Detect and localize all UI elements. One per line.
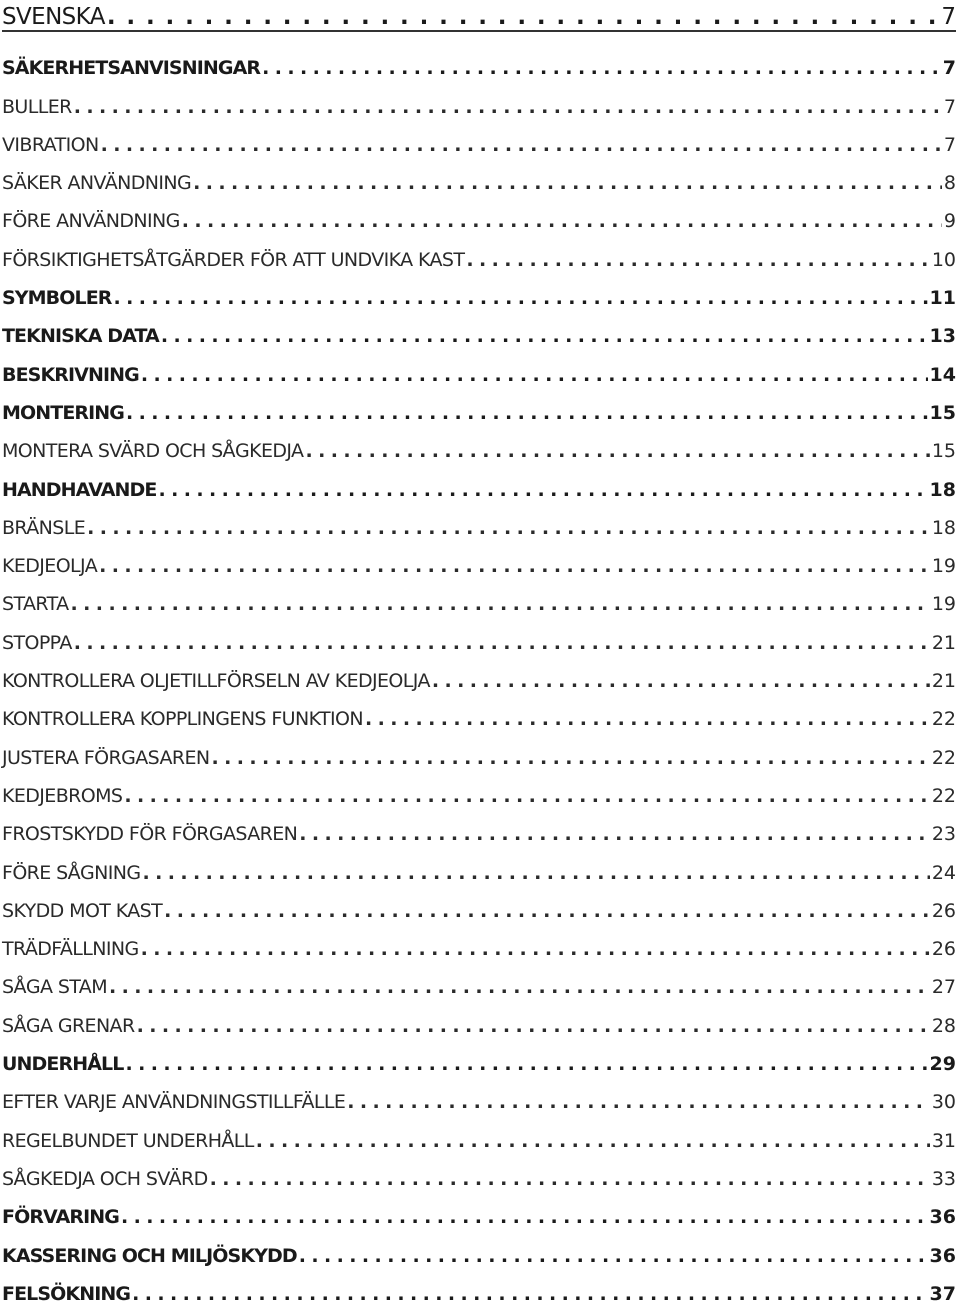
dot-leader: [182, 210, 942, 232]
dot-leader: [164, 900, 930, 922]
dot-leader: [107, 4, 939, 30]
toc-entry[interactable]: [2, 41, 956, 79]
dot-leader: [74, 632, 930, 654]
toc-entry-page: 27: [931, 976, 956, 999]
toc-entry-page: 22: [931, 746, 956, 769]
dot-leader: [161, 325, 928, 347]
toc-entry-title: JUSTERA FÖRGASAREN: [2, 746, 210, 769]
toc-entry-page: 18: [929, 478, 956, 501]
dot-leader: [99, 555, 930, 577]
toc-entry-title: SÄKERHETSANVISNINGAR: [2, 57, 261, 80]
toc-entry-page: 29: [929, 1053, 956, 1076]
toc-entry-page: 15: [929, 401, 956, 424]
toc-entry-title: MONTERA SVÄRD OCH SÅGKEDJA: [2, 440, 304, 463]
toc-entry-page: 7: [943, 133, 956, 156]
toc-entry-page: 26: [931, 938, 956, 961]
toc-entry[interactable]: [2, 79, 956, 117]
toc-entry-title: HANDHAVANDE: [2, 478, 157, 501]
toc-entry-title: KEDJEBROMS: [2, 784, 123, 807]
toc-entry-page: 33: [931, 1167, 956, 1190]
toc-entry-page: 37: [929, 1282, 956, 1305]
toc-entry-page: 13: [929, 325, 956, 348]
toc-entry-title: KASSERING OCH MILJÖSKYDD: [2, 1244, 297, 1267]
toc-entry-title: REGELBUNDET UNDERHÅLL: [2, 1129, 254, 1152]
toc-entry-title: FÖRE SÅGNING: [2, 861, 141, 884]
toc-entry-page: 24: [931, 861, 956, 884]
toc-entry-title: KONTROLLERA OLJETILLFÖRSELN AV KEDJEOLJA: [2, 670, 430, 693]
dot-leader: [137, 1015, 930, 1037]
dot-leader: [71, 593, 930, 615]
toc-entry-page: 36: [929, 1206, 956, 1229]
toc-entry-page: 11: [929, 287, 956, 310]
toc-entry[interactable]: [2, 998, 956, 1036]
toc-entry[interactable]: [2, 960, 956, 998]
toc-entry-page: 36: [929, 1244, 956, 1267]
toc-entry-page: 21: [931, 631, 956, 654]
section-title: SVENSKA: [2, 4, 105, 30]
toc-entry-title: KEDJEOLJA: [2, 555, 98, 578]
toc-entry-page: 30: [931, 1091, 956, 1114]
dot-leader: [193, 172, 942, 194]
toc-entry-page: 22: [931, 784, 956, 807]
dot-leader: [121, 1206, 928, 1228]
toc-entry-title: BRÄNSLE: [2, 516, 86, 539]
dot-leader: [210, 1168, 930, 1190]
toc-entry[interactable]: [2, 271, 956, 309]
toc-entry[interactable]: [2, 922, 956, 960]
toc-entry-page: 8: [943, 172, 956, 195]
toc-entry[interactable]: [2, 1075, 956, 1113]
dot-leader: [126, 402, 928, 424]
toc-entry-title: TEKNISKA DATA: [2, 325, 159, 348]
toc-entry-title: SÄKER ANVÄNDNING: [2, 172, 192, 195]
toc-entry-page: 18: [931, 516, 956, 539]
toc-entry[interactable]: [2, 730, 956, 768]
toc-entry-page: 26: [931, 899, 956, 922]
toc-entry[interactable]: [2, 501, 956, 539]
toc-entry-page: 14: [929, 363, 956, 386]
toc-entry[interactable]: [2, 1152, 956, 1190]
toc-entry[interactable]: [2, 1190, 956, 1228]
toc-entry[interactable]: [2, 347, 956, 385]
toc-entry-title: FROSTSKYDD FÖR FÖRGASAREN: [2, 823, 298, 846]
toc-entry-page: 19: [931, 593, 956, 616]
dot-leader: [299, 823, 930, 845]
toc-entry[interactable]: [2, 462, 956, 500]
dot-leader: [124, 785, 929, 807]
toc-entry[interactable]: [2, 884, 956, 922]
toc-entry[interactable]: [2, 1113, 956, 1151]
dot-leader: [299, 1245, 928, 1267]
toc-entry-title: STOPPA: [2, 631, 72, 654]
toc-entry-title: BESKRIVNING: [2, 363, 139, 386]
toc-entry-title: TRÄDFÄLLNING: [2, 938, 139, 961]
toc-entry[interactable]: [2, 194, 956, 232]
dot-leader: [365, 708, 930, 730]
toc-entry-page: 23: [931, 823, 956, 846]
toc-entry-title: BULLER: [2, 95, 72, 118]
toc-entry-title: UNDERHÅLL: [2, 1053, 124, 1076]
toc-entry-title: SÅGA GRENAR: [2, 1014, 135, 1037]
dot-leader: [347, 1091, 930, 1113]
toc-entry[interactable]: [2, 309, 956, 347]
toc-entry-title: SYMBOLER: [2, 287, 112, 310]
toc-entry-title: STARTA: [2, 593, 69, 616]
toc-entry-title: SKYDD MOT KAST: [2, 899, 163, 922]
toc-entry-page: 15: [931, 440, 956, 463]
toc-entry[interactable]: [2, 769, 956, 807]
dot-leader: [87, 517, 930, 539]
toc-entry[interactable]: [2, 654, 956, 692]
toc-entry-title: MONTERING: [2, 401, 124, 424]
toc-entry-page: 22: [931, 708, 956, 731]
toc-entry-title: SÅGA STAM: [2, 976, 108, 999]
dot-leader: [141, 364, 928, 386]
toc-entries: [2, 41, 956, 1305]
toc-entry-page: 9: [943, 210, 956, 233]
dot-leader: [142, 862, 929, 884]
toc-entry-page: 10: [931, 248, 956, 271]
toc-entry[interactable]: [2, 118, 956, 156]
toc-entry-page: 19: [931, 555, 956, 578]
toc-entry[interactable]: [2, 577, 956, 615]
toc-entry-title: VIBRATION: [2, 133, 99, 156]
toc-entry[interactable]: [2, 539, 956, 577]
toc-entry-title: SÅGKEDJA OCH SVÄRD: [2, 1167, 208, 1190]
toc-entry[interactable]: [2, 232, 956, 270]
toc-entry-page: 7: [942, 57, 956, 80]
toc-entry-page: 31: [931, 1129, 956, 1152]
toc-entry[interactable]: [2, 692, 956, 730]
dot-leader: [256, 1130, 930, 1152]
dot-leader: [432, 670, 930, 692]
dot-leader: [125, 1053, 927, 1075]
dot-leader: [74, 96, 942, 118]
dot-leader: [466, 249, 929, 271]
page-number: 7: [941, 4, 956, 30]
toc-entry[interactable]: [2, 156, 956, 194]
dot-leader: [305, 440, 929, 462]
dot-leader: [212, 747, 930, 769]
dot-leader: [114, 287, 928, 309]
toc-entry[interactable]: [2, 1228, 956, 1266]
dot-leader: [141, 938, 930, 960]
toc-entry[interactable]: [2, 807, 956, 845]
toc-entry-page: 28: [931, 1014, 956, 1037]
toc-entry-page: 7: [943, 95, 956, 118]
dot-leader: [262, 57, 941, 79]
toc-entry[interactable]: [2, 845, 956, 883]
toc-entry[interactable]: [2, 1267, 956, 1305]
toc-entry-title: FÖRE ANVÄNDNING: [2, 210, 180, 233]
table-of-contents: [2, 0, 956, 1305]
toc-section-header[interactable]: [2, 0, 956, 32]
toc-entry-title: EFTER VARJE ANVÄNDNINGSTILLFÄLLE: [2, 1091, 346, 1114]
toc-entry-title: KONTROLLERA KOPPLINGENS FUNKTION: [2, 708, 363, 731]
toc-entry[interactable]: [2, 615, 956, 653]
toc-entry[interactable]: [2, 386, 956, 424]
toc-entry[interactable]: [2, 1037, 956, 1075]
toc-entry-title: FÖRSIKTIGHETSÅTGÄRDER FÖR ATT UNDVIKA KAST: [2, 248, 465, 271]
toc-entry[interactable]: [2, 424, 956, 462]
toc-entry-page: 21: [931, 670, 956, 693]
dot-leader: [109, 976, 930, 998]
toc-entry-title: FÖRVARING: [2, 1206, 119, 1229]
dot-leader: [101, 134, 942, 156]
toc-entry-title: FELSÖKNING: [2, 1282, 131, 1305]
dot-leader: [158, 479, 927, 501]
